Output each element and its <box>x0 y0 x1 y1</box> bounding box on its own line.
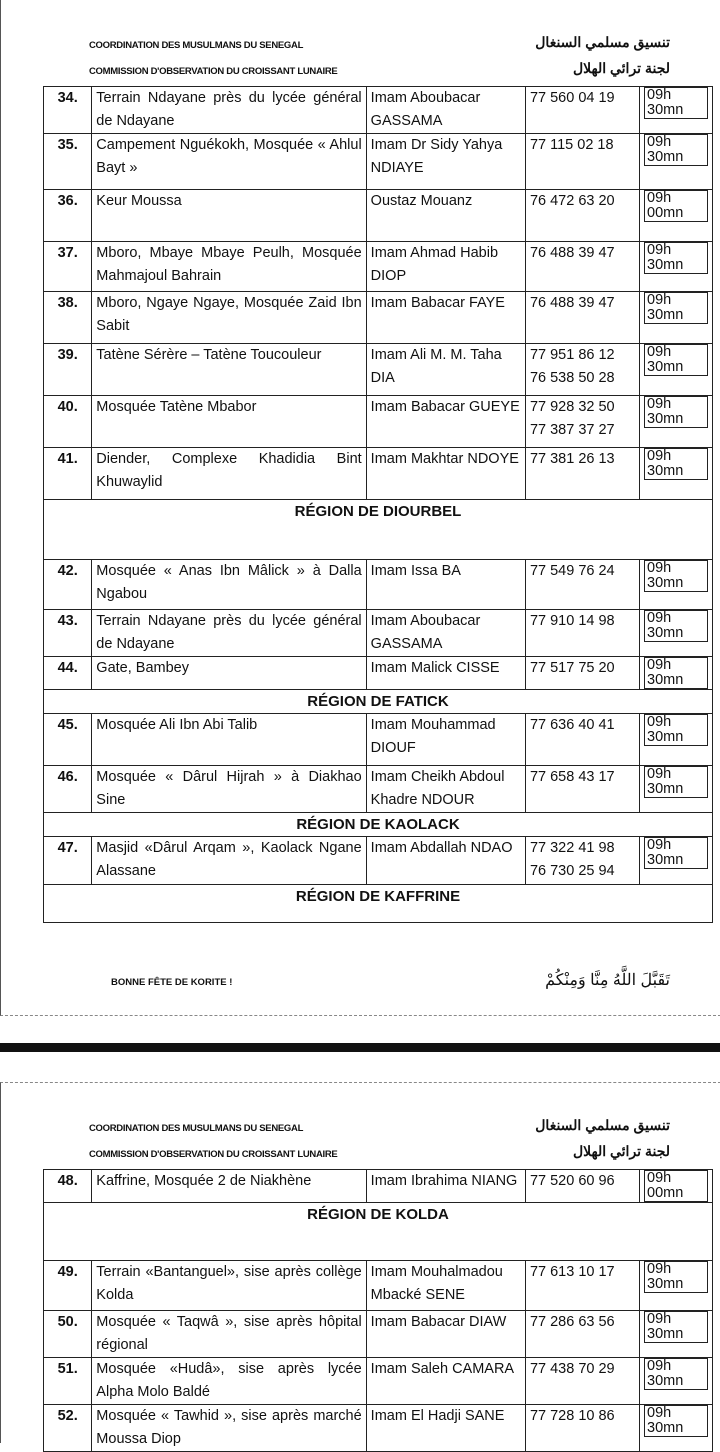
row-number: 37. <box>44 242 92 292</box>
location-cell: Mosquée « Taqwâ », sise après hôpital régional <box>92 1311 366 1358</box>
table-row <box>44 837 713 885</box>
phone-cell: 77 549 76 24 <box>525 560 639 610</box>
row-number: 48. <box>44 1170 92 1203</box>
time-cell <box>640 714 713 766</box>
imam-cell: Imam Dr Sidy Yahya NDIAYE <box>366 134 525 190</box>
imam-cell: Oustaz Mouanz <box>366 190 525 242</box>
location-cell: Mboro, Ngaye Ngaye, Mosquée Zaid Ibn Sabit <box>92 292 366 344</box>
imam-cell: Imam Mouhalmadou Mbacké SENE <box>366 1261 525 1311</box>
prayer-time: 09h 30mn <box>644 344 708 376</box>
imam-cell: Imam Cheikh Abdoul Khadre NDOUR <box>366 766 525 813</box>
table-row <box>44 1358 713 1405</box>
location-cell: Masjid «Dârul Arqam », Kaolack Ngane Alassane <box>92 837 366 885</box>
phone-cell: 77 115 02 18 <box>525 134 639 190</box>
location-cell: Keur Moussa <box>92 190 366 242</box>
location-cell: Kaffrine, Mosquée 2 de Niakhène <box>92 1170 366 1203</box>
prayer-locations-table-page-2 <box>43 1169 713 1452</box>
row-number: 51. <box>44 1358 92 1405</box>
location-cell: Terrain Ndayane près du lycée général de Ndayane <box>92 610 366 657</box>
imam-cell: Imam Ali M. M. Taha DIA <box>366 344 525 396</box>
time-cell <box>640 344 713 396</box>
region-name: RÉGION DE KOLDA <box>44 1203 713 1261</box>
phone-cell: 77 520 60 96 <box>525 1170 639 1203</box>
row-number: 39. <box>44 344 92 396</box>
organization-name-ar: تنسيق مسلمي السنغال <box>535 1117 670 1133</box>
document-page-2 <box>0 1082 720 1447</box>
time-cell <box>640 396 713 448</box>
time-cell <box>640 657 713 690</box>
arabic-blessing: تَقَبَّلَ اللَّهُ مِنَّا وَمِنْكُمْ <box>545 972 670 989</box>
phone-cell: 77 928 32 50 77 387 37 27 <box>525 396 639 448</box>
table-row <box>44 87 713 134</box>
location-cell: Mosquée Tatène Mbabor <box>92 396 366 448</box>
phone-cell: 76 472 63 20 <box>525 190 639 242</box>
phone-cell: 76 488 39 47 <box>525 242 639 292</box>
row-number: 35. <box>44 134 92 190</box>
imam-cell: Imam Babacar GUEYE <box>366 396 525 448</box>
phone-cell: 77 728 10 86 <box>525 1405 639 1452</box>
time-cell <box>640 448 713 500</box>
location-cell: Mboro, Mbaye Mbaye Peulh, Mosquée Mahmajoul Bahrain <box>92 242 366 292</box>
prayer-time: 09h 30mn <box>644 560 708 592</box>
location-cell: Tatène Sérère – Tatène Toucouleur <box>92 344 366 396</box>
prayer-time: 09h 30mn <box>644 396 708 428</box>
time-cell <box>640 837 713 885</box>
row-number: 40. <box>44 396 92 448</box>
location-cell: Terrain Ndayane près du lycée général de Ndayane <box>92 87 366 134</box>
prayer-time: 09h 30mn <box>644 1311 708 1343</box>
imam-cell: Imam Aboubacar GASSAMA <box>366 87 525 134</box>
time-cell <box>640 190 713 242</box>
location-cell: Mosquée « Tawhid », sise après marché Moussa Diop <box>92 1405 366 1452</box>
table-row <box>44 766 713 813</box>
region-name: RÉGION DE FATICK <box>44 690 713 714</box>
table-row <box>44 1311 713 1358</box>
prayer-time: 09h 30mn <box>644 1405 708 1437</box>
row-number: 34. <box>44 87 92 134</box>
row-number: 43. <box>44 610 92 657</box>
table-row <box>44 714 713 766</box>
phone-cell: 77 951 86 12 76 538 50 28 <box>525 344 639 396</box>
imam-cell: Imam Abdallah NDAO <box>366 837 525 885</box>
location-cell: Diender, Complexe Khadidia Bint Khuwaylid <box>92 448 366 500</box>
imam-cell: Imam Saleh CAMARA <box>366 1358 525 1405</box>
prayer-time: 09h 30mn <box>644 610 708 642</box>
location-cell: Campement Nguékokh, Mosquée « Ahlul Bayt » <box>92 134 366 190</box>
time-cell <box>640 87 713 134</box>
commission-name-ar: لجنة ترائي الهلال <box>572 60 670 76</box>
row-number: 47. <box>44 837 92 885</box>
location-cell: Mosquée « Dârul Hijrah » à Diakhao Sine <box>92 766 366 813</box>
phone-cell: 77 438 70 29 <box>525 1358 639 1405</box>
imam-cell: Imam Babacar FAYE <box>366 292 525 344</box>
phone-cell: 77 381 26 13 <box>525 448 639 500</box>
phone-cell: 77 613 10 17 <box>525 1261 639 1311</box>
prayer-time: 09h 30mn <box>644 242 708 274</box>
location-cell: Mosquée « Anas Ibn Mâlick » à Dalla Ngabou <box>92 560 366 610</box>
imam-cell: Imam Aboubacar GASSAMA <box>366 610 525 657</box>
prayer-time: 09h 30mn <box>644 657 708 689</box>
prayer-time: 09h 00mn <box>644 190 708 222</box>
time-cell <box>640 134 713 190</box>
time-cell <box>640 560 713 610</box>
table-row <box>44 610 713 657</box>
commission-name-fr: COMMISSION D'OBSERVATION DU CROISSANT LUNAIRE <box>89 1149 338 1160</box>
table-row <box>44 560 713 610</box>
row-number: 50. <box>44 1311 92 1358</box>
table-row <box>44 396 713 448</box>
row-number: 42. <box>44 560 92 610</box>
prayer-time: 09h 30mn <box>644 448 708 480</box>
table-row <box>44 134 713 190</box>
row-number: 38. <box>44 292 92 344</box>
phone-cell: 77 910 14 98 <box>525 610 639 657</box>
time-cell <box>640 1311 713 1358</box>
location-cell: Terrain «Bantanguel», sise après collège Kolda <box>92 1261 366 1311</box>
phone-cell: 77 286 63 56 <box>525 1311 639 1358</box>
prayer-time: 09h 30mn <box>644 134 708 166</box>
imam-cell: Imam Ibrahima NIANG <box>366 1170 525 1203</box>
organization-name-fr: COORDINATION DES MUSULMANS DU SENEGAL <box>89 40 304 51</box>
prayer-time: 09h 30mn <box>644 714 708 746</box>
commission-name-ar: لجنة ترائي الهلال <box>572 1143 670 1159</box>
location-cell: Mosquée «Hudâ», sise après lycée Alpha Molo Baldé <box>92 1358 366 1405</box>
row-number: 49. <box>44 1261 92 1311</box>
table-row <box>44 1170 713 1203</box>
region-header <box>44 690 713 714</box>
row-number: 41. <box>44 448 92 500</box>
prayer-time: 09h 30mn <box>644 87 708 119</box>
prayer-time: 09h 30mn <box>644 292 708 324</box>
prayer-time: 09h 30mn <box>644 766 708 798</box>
page-separator <box>0 1043 720 1052</box>
prayer-locations-table-page-1 <box>43 86 713 923</box>
region-name: RÉGION DE DIOURBEL <box>44 500 713 560</box>
korite-greeting: BONNE FÊTE DE KORITE ! <box>111 977 233 988</box>
prayer-time: 09h 30mn <box>644 1358 708 1390</box>
prayer-time: 09h 30mn <box>644 837 708 869</box>
region-header <box>44 1203 713 1261</box>
organization-name-fr: COORDINATION DES MUSULMANS DU SENEGAL <box>89 1123 304 1134</box>
imam-cell: Imam Malick CISSE <box>366 657 525 690</box>
row-number: 44. <box>44 657 92 690</box>
organization-name-ar: تنسيق مسلمي السنغال <box>535 34 670 50</box>
time-cell <box>640 242 713 292</box>
region-header <box>44 885 713 923</box>
phone-cell: 77 560 04 19 <box>525 87 639 134</box>
time-cell <box>640 1358 713 1405</box>
phone-cell: 77 658 43 17 <box>525 766 639 813</box>
commission-name-fr: COMMISSION D'OBSERVATION DU CROISSANT LUNAIRE <box>89 66 338 77</box>
region-name: RÉGION DE KAOLACK <box>44 813 713 837</box>
imam-cell: Imam Mouhammad DIOUF <box>366 714 525 766</box>
table-row <box>44 242 713 292</box>
region-name: RÉGION DE KAFFRINE <box>44 885 713 923</box>
time-cell <box>640 610 713 657</box>
phone-cell: 77 517 75 20 <box>525 657 639 690</box>
imam-cell: Imam Ahmad Habib DIOP <box>366 242 525 292</box>
region-header <box>44 500 713 560</box>
time-cell <box>640 1170 713 1203</box>
table-row <box>44 448 713 500</box>
phone-cell: 76 488 39 47 <box>525 292 639 344</box>
table-row <box>44 657 713 690</box>
region-header <box>44 813 713 837</box>
table-row <box>44 1405 713 1452</box>
time-cell <box>640 292 713 344</box>
prayer-time: 09h 00mn <box>644 1170 708 1202</box>
table-row <box>44 292 713 344</box>
imam-cell: Imam Babacar DIAW <box>366 1311 525 1358</box>
time-cell <box>640 1405 713 1452</box>
imam-cell: Imam Issa BA <box>366 560 525 610</box>
row-number: 52. <box>44 1405 92 1452</box>
row-number: 46. <box>44 766 92 813</box>
phone-cell: 77 636 40 41 <box>525 714 639 766</box>
time-cell <box>640 1261 713 1311</box>
imam-cell: Imam El Hadji SANE <box>366 1405 525 1452</box>
row-number: 45. <box>44 714 92 766</box>
imam-cell: Imam Makhtar NDOYE <box>366 448 525 500</box>
table-row <box>44 1261 713 1311</box>
time-cell <box>640 766 713 813</box>
phone-cell: 77 322 41 98 76 730 25 94 <box>525 837 639 885</box>
row-number: 36. <box>44 190 92 242</box>
prayer-time: 09h 30mn <box>644 1261 708 1293</box>
location-cell: Mosquée Ali Ibn Abi Talib <box>92 714 366 766</box>
table-row <box>44 344 713 396</box>
table-row <box>44 190 713 242</box>
location-cell: Gate, Bambey <box>92 657 366 690</box>
